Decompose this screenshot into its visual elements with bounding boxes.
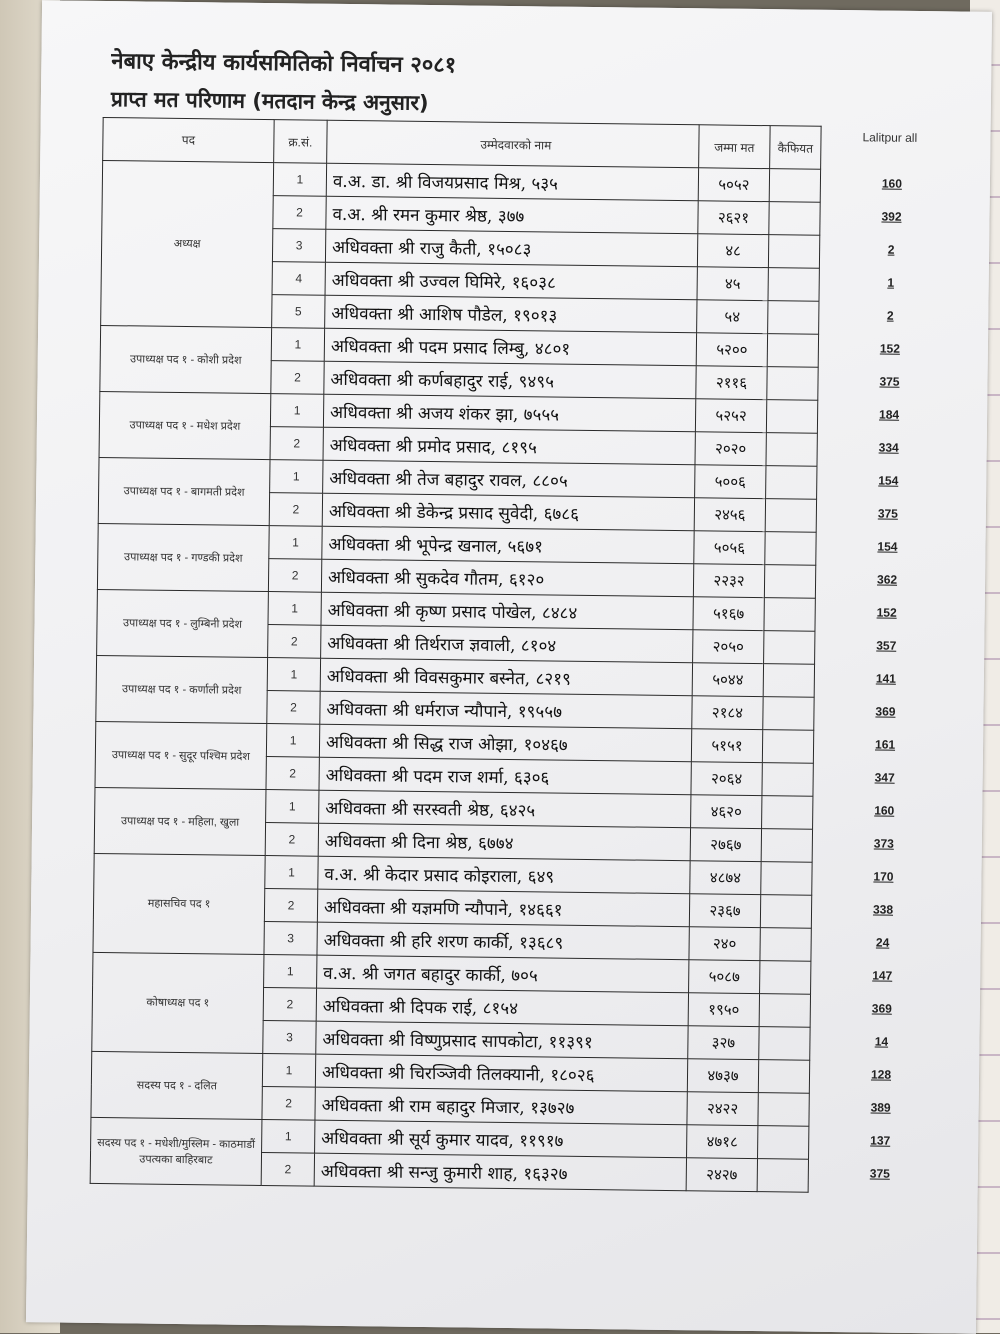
lalitpur-vote-count: 375: [869, 1166, 890, 1181]
post-cell: उपाध्यक्ष पद १ - बागमती प्रदेश: [98, 457, 270, 525]
total-votes-cell: २७६७: [690, 828, 761, 862]
background-mark-left: [0, 522, 34, 562]
candidate-name-cell: अधिवक्ता श्री हरि शरण कार्की, १३६८९: [317, 922, 689, 960]
remarks-cell: [763, 697, 814, 731]
remarks-cell: [761, 829, 812, 863]
post-cell: कोषाध्यक्ष पद १: [92, 952, 264, 1053]
remarks-cell: [766, 466, 817, 500]
remarks-cell: [760, 961, 811, 995]
remarks-cell: [758, 1093, 809, 1127]
remarks-cell: [765, 499, 816, 533]
results-table: [90, 117, 822, 1193]
remarks-cell: [768, 268, 819, 302]
lalitpur-vote-count: 154: [877, 539, 898, 554]
serial-cell: 5: [272, 295, 325, 329]
total-votes-cell: २२३२: [693, 564, 764, 598]
total-votes-cell: ५००६: [695, 465, 766, 499]
serial-cell: 1: [270, 394, 323, 428]
header-sn: क्र.सं.: [274, 120, 328, 164]
candidate-name-cell: अधिवक्ता श्री राम बहादुर मिजार, १३७२७: [315, 1087, 687, 1125]
serial-cell: 2: [268, 625, 321, 659]
serial-cell: 1: [265, 856, 318, 890]
remarks-cell: [763, 664, 814, 698]
post-cell: उपाध्यक्ष पद १ - लुम्बिनी प्रदेश: [97, 589, 269, 657]
candidate-name-cell: अधिवक्ता श्री सरस्वती श्रेष्ठ, ६४२५: [319, 790, 691, 828]
lalitpur-vote-count: 152: [876, 605, 897, 620]
remarks-cell: [764, 598, 815, 632]
lalitpur-vote-count: 154: [878, 473, 899, 488]
serial-cell: 1: [268, 592, 321, 626]
total-votes-cell: २०६४: [691, 762, 762, 796]
serial-cell: 1: [266, 790, 319, 824]
lalitpur-vote-count: 373: [873, 836, 894, 851]
candidate-name-cell: अधिवक्ता श्री प्रमोद प्रसाद, ८१९५: [323, 427, 695, 465]
serial-cell: 2: [262, 1087, 315, 1121]
remarks-cell: [769, 169, 820, 203]
candidate-name-cell: अधिवक्ता श्री पदम राज शर्मा, ६३०६: [319, 757, 691, 795]
serial-cell: 1: [267, 658, 320, 692]
total-votes-cell: ५०५२: [698, 168, 769, 202]
remarks-cell: [760, 895, 811, 929]
lalitpur-votes-column: [862, 168, 922, 1181]
total-votes-cell: २४२२: [687, 1092, 758, 1126]
post-cell: उपाध्यक्ष पद १ - कोशी प्रदेश: [100, 325, 272, 393]
lalitpur-vote-count: 357: [876, 638, 897, 653]
total-votes-cell: ५०५६: [694, 531, 765, 565]
serial-cell: 2: [263, 988, 316, 1022]
candidate-name-cell: व.अ. श्री रमन कुमार श्रेष्ठ, ३७७: [326, 196, 698, 234]
post-cell: उपाध्यक्ष पद १ - महिला, खुला: [94, 787, 266, 855]
serial-cell: 2: [273, 196, 326, 230]
remarks-cell: [759, 1027, 810, 1061]
total-votes-cell: २४०: [689, 927, 760, 961]
candidate-name-cell: अधिवक्ता श्री सुकदेव गौतम, ६१२०: [321, 559, 693, 597]
candidate-name-cell: अधिवक्ता श्री सन्जु कुमारी शाह, १६३२७: [314, 1153, 686, 1191]
remarks-cell: [758, 1126, 809, 1160]
total-votes-cell: २३६७: [689, 894, 760, 928]
lalitpur-vote-count: 334: [878, 440, 899, 455]
candidate-name-cell: अधिवक्ता श्री दिपक राई, ८१५४: [316, 988, 688, 1026]
post-cell: सदस्य पद १ - दलित: [91, 1051, 263, 1119]
serial-cell: 2: [269, 493, 322, 527]
serial-cell: 1: [262, 1120, 315, 1154]
post-cell: महासचिव पद १: [93, 853, 265, 954]
lalitpur-vote-count: 137: [870, 1133, 891, 1148]
serial-cell: 2: [264, 889, 317, 923]
post-cell: अध्यक्ष: [101, 160, 274, 327]
lalitpur-vote-count: 369: [875, 704, 896, 719]
remarks-cell: [764, 631, 815, 665]
total-votes-cell: २०५०: [693, 630, 764, 664]
total-votes-cell: ५१५१: [691, 729, 762, 763]
lalitpur-vote-count: 147: [872, 968, 893, 983]
lalitpur-vote-count: 369: [871, 1001, 892, 1016]
serial-cell: 1: [262, 1054, 315, 1088]
candidate-name-cell: अधिवक्ता श्री कर्णबहादुर राई, ९४९५: [324, 361, 696, 399]
header-votes: जम्मा मत: [699, 125, 771, 169]
candidate-name-cell: अधिवक्ता श्री चिरञ्जिवी तिलक्यानी, १८०२६: [315, 1054, 687, 1092]
total-votes-cell: ४८: [697, 234, 768, 268]
serial-cell: 2: [270, 427, 323, 461]
lalitpur-vote-count: 14: [874, 1034, 889, 1049]
candidate-name-cell: अधिवक्ता श्री भूपेन्द्र खनाल, ५६७१: [322, 526, 694, 564]
candidate-name-cell: अधिवक्ता श्री विवसकुमार बस्नेत, ८२१९: [320, 658, 692, 696]
lalitpur-vote-count: 338: [872, 902, 894, 917]
candidate-name-cell: अधिवक्ता श्री विष्णुप्रसाद सापकोटा, ११३९१: [316, 1021, 688, 1059]
total-votes-cell: १९५०: [688, 993, 759, 1027]
remarks-cell: [768, 235, 819, 269]
lalitpur-vote-count: 375: [877, 506, 899, 521]
total-votes-cell: २४५६: [694, 498, 765, 532]
header-name: उम्मेदवारको नाम: [327, 120, 699, 168]
total-votes-cell: २६२१: [698, 201, 769, 235]
candidate-name-cell: अधिवक्ता श्री सूर्य कुमार यादव, ११९१७: [315, 1120, 687, 1158]
serial-cell: 2: [261, 1153, 314, 1187]
lalitpur-vote-count: 2: [887, 242, 895, 257]
lalitpur-vote-count: 362: [876, 572, 898, 587]
remarks-cell: [761, 862, 812, 896]
remarks-cell: [758, 1060, 809, 1094]
lalitpur-vote-count: 160: [881, 176, 903, 191]
total-votes-cell: २०२०: [695, 432, 766, 466]
total-votes-cell: ५०४४: [692, 663, 763, 697]
post-cell: सदस्य पद १ - मधेशी/मुस्लिम - काठमाडौं उपत्यका बाहिरबाट: [90, 1117, 262, 1185]
serial-cell: 1: [270, 460, 323, 494]
total-votes-cell: ४५: [697, 267, 768, 301]
post-cell: उपाध्यक्ष पद १ - कर्णाली प्रदेश: [96, 655, 268, 723]
candidate-name-cell: व.अ. डा. श्री विजयप्रसाद मिश्र, ५३५: [326, 163, 698, 201]
remarks-cell: [762, 730, 813, 764]
candidate-name-cell: अधिवक्ता श्री डेकेन्द्र प्रसाद सुवेदी, ६७८६: [322, 493, 694, 531]
header-post: पद: [103, 118, 275, 163]
candidate-name-cell: अधिवक्ता श्री दिना श्रेष्ठ, ६७७४: [318, 823, 690, 861]
total-votes-cell: २१८४: [692, 696, 763, 730]
results-sheet: [26, 0, 992, 1334]
candidate-name-cell: व.अ. श्री केदार प्रसाद कोइराला, ६४९: [318, 856, 690, 894]
total-votes-cell: ५२००: [696, 333, 767, 367]
serial-cell: 3: [264, 922, 317, 956]
table-body: [90, 160, 820, 1192]
candidate-name-cell: अधिवक्ता श्री धर्मराज न्यौपाने, १९५५७: [320, 691, 692, 729]
candidate-name-cell: अधिवक्ता श्री अजय शंकर झा, ७५५५: [323, 394, 695, 432]
lalitpur-vote-count: 347: [874, 770, 895, 785]
lalitpur-vote-count: 161: [874, 737, 896, 752]
total-votes-cell: ५२५२: [695, 399, 766, 433]
candidate-name-cell: अधिवक्ता श्री तिर्थराज ज्ञवाली, ८१०४: [321, 625, 693, 663]
remarks-cell: [765, 532, 816, 566]
remarks-cell: [762, 796, 813, 830]
serial-cell: 4: [272, 262, 325, 296]
serial-cell: 2: [268, 559, 321, 593]
total-votes-cell: ४७१८: [687, 1125, 758, 1159]
remarks-cell: [764, 565, 815, 599]
lalitpur-vote-count: 141: [875, 671, 896, 686]
candidate-name-cell: अधिवक्ता श्री तेज बहादुर रावल, ८८०५: [323, 460, 695, 498]
serial-cell: 3: [272, 229, 325, 263]
document-subtitle: प्राप्त मत परिणाम (मतदान केन्द्र अनुसार): [110, 87, 429, 115]
candidate-name-cell: अधिवक्ता श्री पदम प्रसाद लिम्बु, ४८०१: [324, 328, 696, 366]
lalitpur-vote-count: 2: [886, 308, 894, 323]
serial-cell: 1: [266, 724, 319, 758]
total-votes-cell: ४८७४: [690, 861, 761, 895]
remarks-cell: [766, 433, 817, 467]
serial-cell: 1: [271, 328, 324, 362]
lalitpur-vote-count: 24: [875, 935, 890, 950]
lalitpur-vote-count: 152: [879, 341, 901, 356]
serial-cell: 2: [265, 823, 318, 857]
post-cell: उपाध्यक्ष पद १ - गण्डकी प्रदेश: [97, 523, 269, 591]
serial-cell: 1: [273, 163, 326, 197]
remarks-cell: [766, 400, 817, 434]
total-votes-cell: ४६२०: [691, 795, 762, 829]
serial-cell: 3: [263, 1021, 316, 1055]
post-cell: उपाध्यक्ष पद १ - सुदूर पश्चिम प्रदेश: [95, 721, 267, 789]
total-votes-cell: ३२७: [688, 1026, 759, 1060]
total-votes-cell: ५१६७: [693, 597, 764, 631]
total-votes-cell: ५०८७: [689, 960, 760, 994]
remarks-cell: [767, 367, 818, 401]
candidate-name-cell: अधिवक्ता श्री उज्वल घिमिरे, १६०३८: [325, 262, 697, 300]
candidate-name-cell: अधिवक्ता श्री सिद्ध राज ओझा, १०४६७: [319, 724, 691, 762]
lalitpur-vote-count: 1: [887, 275, 895, 290]
lalitpur-vote-count: 375: [879, 374, 900, 389]
total-votes-cell: २११६: [696, 366, 767, 400]
candidate-name-cell: अधिवक्ता श्री आशिष पौडेल, १९०१३: [325, 295, 697, 333]
serial-cell: 2: [271, 361, 324, 395]
lalitpur-vote-count: 392: [881, 209, 902, 224]
total-votes-cell: ४७३७: [687, 1059, 758, 1093]
post-cell: उपाध्यक्ष पद १ - मधेश प्रदेश: [99, 391, 271, 459]
remarks-cell: [762, 763, 813, 797]
remarks-cell: [769, 202, 820, 236]
lalitpur-vote-count: 160: [874, 803, 895, 818]
remarks-cell: [760, 928, 811, 962]
candidate-name-cell: अधिवक्ता श्री राजु कैती, १५०८३: [325, 229, 697, 267]
candidate-name-cell: व.अ. श्री जगत बहादुर कार्की, ७०५: [317, 955, 689, 993]
document-title: नेबाए केन्द्रीय कार्यसमितिको निर्वाचन २०८१: [111, 49, 457, 79]
candidate-name-cell: अधिवक्ता श्री कृष्ण प्रसाद पोखेल, ८४८४: [321, 592, 693, 630]
remarks-cell: [768, 301, 819, 335]
lalitpur-vote-count: 128: [870, 1067, 892, 1082]
total-votes-cell: २४२७: [686, 1158, 757, 1192]
lalitpur-vote-count: 170: [873, 869, 894, 884]
serial-cell: 1: [269, 526, 322, 560]
remarks-cell: [759, 994, 810, 1028]
candidate-name-cell: अधिवक्ता श्री यज्ञमणि न्यौपाने, १४६६१: [317, 889, 689, 927]
lalitpur-column-header: Lalitpur all: [862, 130, 918, 145]
remarks-cell: [767, 334, 818, 368]
total-votes-cell: ५४: [697, 300, 768, 334]
header-remarks: कैफियत: [770, 126, 822, 170]
serial-cell: 1: [264, 955, 317, 989]
serial-cell: 2: [267, 691, 320, 725]
serial-cell: 2: [266, 757, 319, 791]
lalitpur-vote-count: 184: [879, 407, 900, 422]
lalitpur-vote-count: 389: [870, 1100, 891, 1115]
remarks-cell: [757, 1159, 808, 1193]
